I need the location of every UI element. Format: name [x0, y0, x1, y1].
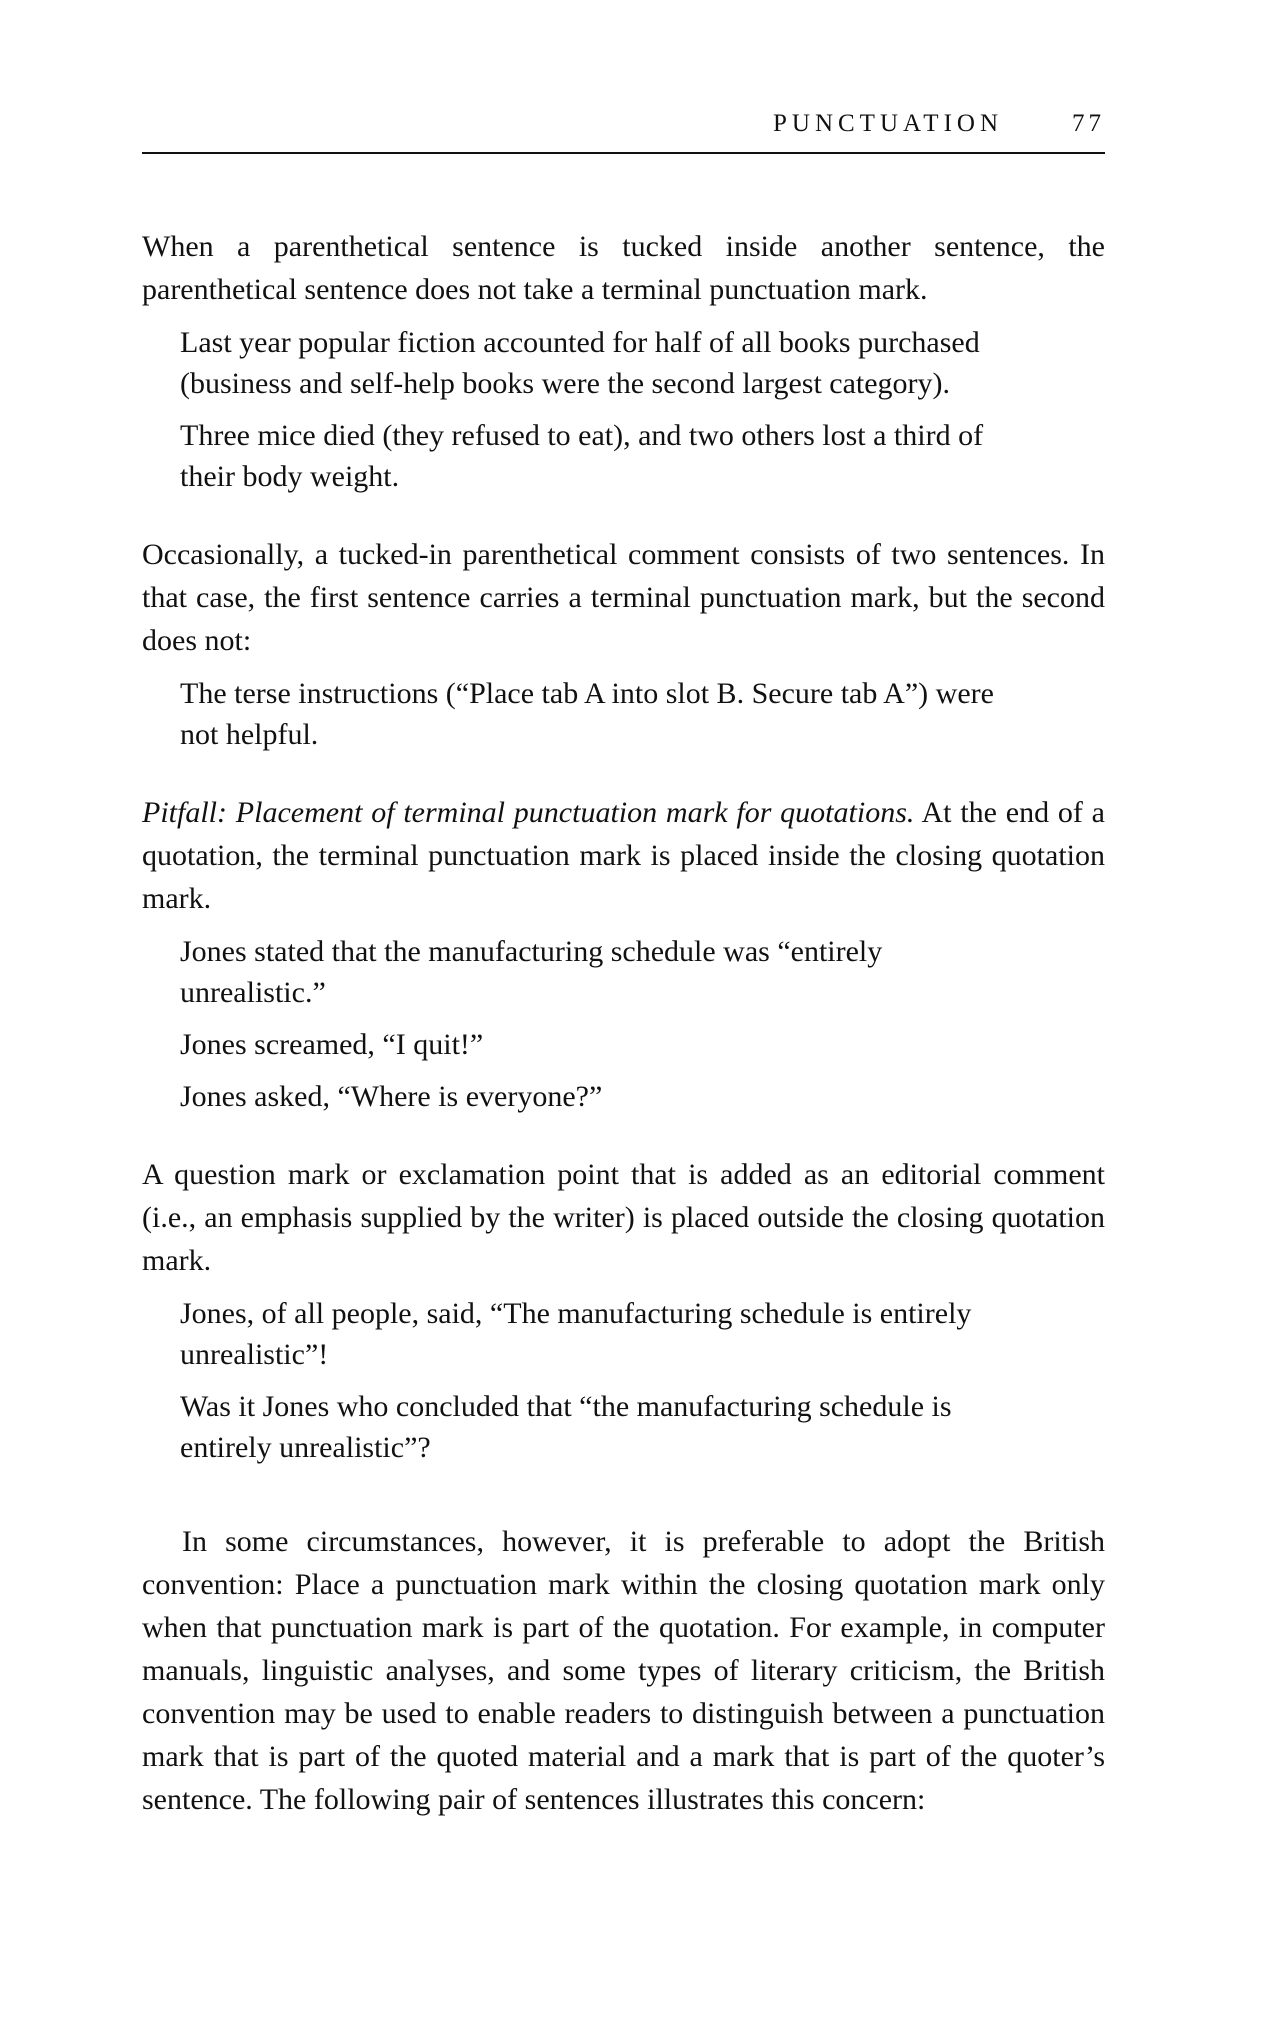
- header-rule: [142, 152, 1105, 154]
- example-jones-stated: Jones stated that the manufacturing schedule was “entirely unrealistic.”: [180, 935, 883, 1009]
- example-terse-instructions: The terse instructions (“Place tab A into slot B. Secure tab A”) were not helpful.: [180, 677, 994, 751]
- page-body: [142, 225, 1105, 1821]
- example-jones-asked: Jones asked, “Where is everyone?”: [180, 1080, 603, 1113]
- pitfall-text: At the end of a quotation, the terminal punctuation mark is placed inside the closing quotation mark.: [142, 796, 1105, 915]
- example-jones-of-all-people: Jones, of all people, said, “The manufacturing schedule is entirely unrealistic”!: [180, 1297, 972, 1371]
- paragraph-pitfall: [142, 791, 1105, 920]
- paragraph-parenthetical: When a parenthetical sentence is tucked inside another sentence, the parenthetical sentence does not take a terminal punctuation mark.: [142, 230, 1105, 306]
- example-popular-fiction: Last year popular fiction accounted for half of all books purchased (business and self-help books were the second largest category).: [180, 326, 980, 400]
- paragraph-british-convention: In some circumstances, however, it is preferable to adopt the British convention: Place a punctuation mark within the closing quotation mark only when that punctuation mark is part of the quotation. For example, in computer manuals, linguistic analyses, and some types of literary criticism, the British convention may be used to enable readers to distinguish between a punctuation mark that is part of the quoted material and a mark that is part of the quoter’s sentence. The following pair of sentences illustrates this concern:: [142, 1525, 1105, 1816]
- example-jones-screamed: Jones screamed, “I quit!”: [180, 1028, 484, 1061]
- page-number: 77: [1072, 110, 1105, 137]
- running-head-title: PUNCTUATION: [773, 110, 1003, 137]
- example-three-mice: Three mice died (they refused to eat), and two others lost a third of their body weight.: [180, 419, 984, 493]
- running-head: [142, 110, 1105, 152]
- paragraph-editorial-comment: A question mark or exclamation point that is added as an editorial comment (i.e., an emphasis supplied by the writer) is placed outside the closing quotation mark.: [142, 1158, 1105, 1277]
- paragraph-two-sentences: Occasionally, a tucked-in parenthetical comment consists of two sentences. In that case, the first sentence carries a terminal punctuation mark, but the second does not:: [142, 538, 1105, 657]
- example-was-it-jones: Was it Jones who concluded that “the manufacturing schedule is entirely unrealistic”?: [180, 1390, 952, 1464]
- pitfall-label: Pitfall: Placement of terminal punctuation mark for quotations.: [142, 796, 915, 829]
